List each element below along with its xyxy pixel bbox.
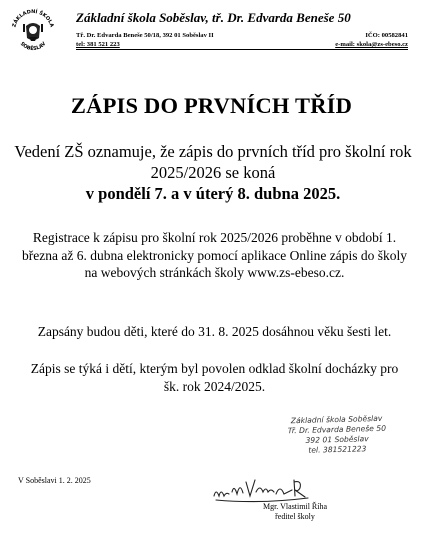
stamp-line: tel. 381521223	[308, 444, 367, 455]
school-ico: IČO: 00582841	[365, 32, 408, 39]
stamp-line: Základní škola Soběslav	[290, 413, 383, 426]
date-line: V Soběslavi 1. 2. 2025	[18, 476, 91, 485]
signer-block	[260, 502, 330, 522]
signer-name: Mgr. Vlastimil Říha	[262, 502, 328, 511]
seal-ring-top: ZÁKLADNÍ ŠKOLA	[11, 8, 55, 29]
contact-row	[76, 41, 408, 50]
registration-paragraph: Registrace k zápisu pro školní rok 2025/2026 proběhne v období 1. března až 6. dubna elektronicky pomocí aplikace Online zápis do školy na webových stránkách školy www.zs-ebeso.cz.	[22, 230, 407, 280]
school-phone: tel: 381 521 223	[76, 41, 120, 48]
seal-ring-bottom: SOBĚSLAV	[18, 40, 48, 53]
school-address: Tř. Dr. Edvarda Beneše 50/18, 392 01 Soběslav II	[76, 32, 214, 39]
school-seal-icon	[8, 6, 58, 56]
deferral-paragraph: Zápis se týká i dětí, kterým byl povolen odklad školní docházky pro šk. rok 2024/2025.	[30, 361, 399, 394]
enrollment-dates: v pondělí 7. a v úterý 8. dubna 2025.	[85, 184, 341, 203]
intro-text: Vedení ZŠ oznamuje, že zápis do prvních tříd pro školní rok 2025/2026 se koná	[14, 142, 412, 182]
signer-role: ředitel školy	[275, 512, 315, 521]
intro-paragraph	[14, 141, 412, 204]
school-name: Základní škola Soběslav, tř. Dr. Edvarda Beneše 50	[76, 10, 351, 25]
school-email-link[interactable]: e-mail: skola@zs-ebeso.cz	[335, 41, 408, 48]
svg-text:SOBĚSLAV	[19, 41, 48, 52]
eligibility-paragraph: Zapsány budou děti, které do 31. 8. 2025 dosáhnou věku šesti let.	[37, 324, 392, 339]
address-row	[76, 32, 408, 39]
school-stamp	[262, 413, 413, 457]
page-title: ZÁPIS DO PRVNÍCH TŘÍD	[70, 93, 353, 118]
stamp-line: 392 01 Soběslav	[305, 434, 369, 445]
stamp-line: Tř. Dr. Edvarda Beneše 50	[287, 423, 387, 436]
